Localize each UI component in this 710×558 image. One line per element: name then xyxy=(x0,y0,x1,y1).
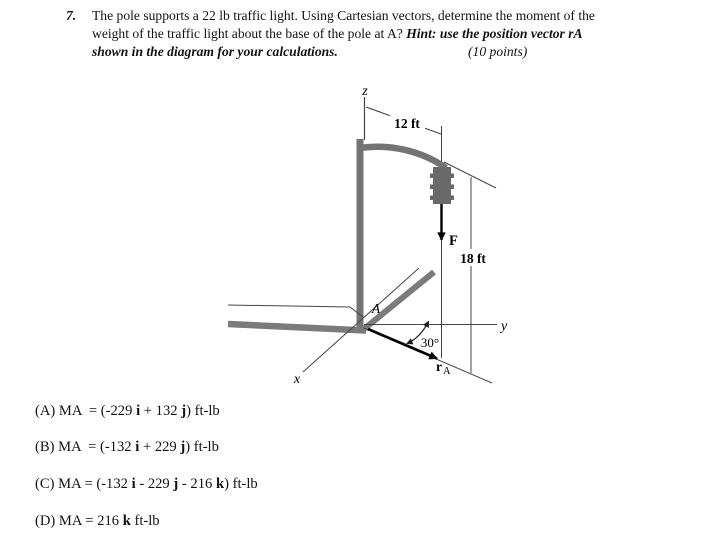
curb-line xyxy=(228,305,363,317)
traffic-light-tab xyxy=(430,174,433,179)
points-label: (10 points) xyxy=(468,44,528,59)
force-label: F xyxy=(449,233,458,249)
height-dimension-label: 18 ft xyxy=(460,251,486,266)
point-a-label: A xyxy=(371,301,381,316)
answer-option-d: (D) MA = 216 k ft-lb xyxy=(35,513,160,529)
arm-dimension-label: 12 ft xyxy=(394,116,420,131)
answer-option-b: (B) MA = (-132 i + 229 j) ft-lb xyxy=(35,439,219,455)
ra-vector-label: r xyxy=(436,359,442,374)
traffic-light-tab xyxy=(430,185,433,190)
traffic-light-tab xyxy=(451,196,454,201)
traffic-light-tab xyxy=(451,174,454,179)
pole-arm xyxy=(359,147,446,168)
answer-option-c: (C) MA = (-132 i - 229 j - 216 k) ft-lb xyxy=(35,476,258,492)
z-axis-label: z xyxy=(362,84,368,99)
ra-vector-subscript: A xyxy=(443,366,451,377)
question-hint-part-1: Hint: use the position vector rA xyxy=(406,26,583,41)
x-axis-label: x xyxy=(293,372,301,387)
answer-option-a: (A) MA = (-229 i + 132 j) ft-lb xyxy=(35,403,220,419)
y-axis-label: y xyxy=(501,319,508,334)
question-line-2-normal: weight of the traffic light about the base of the pole at A? xyxy=(92,26,407,41)
road-edge-left xyxy=(228,324,366,331)
pole xyxy=(357,139,364,331)
question-hint-part-2: shown in the diagram for your calculations. xyxy=(92,44,338,59)
traffic-light-tab xyxy=(451,185,454,190)
question-number: 7. xyxy=(66,8,77,23)
traffic-light xyxy=(433,167,451,204)
traffic-light-tab xyxy=(430,196,433,201)
angle-label: 30° xyxy=(420,335,440,350)
question-line-1: The pole supports a 22 lb traffic light. Using Cartesian vectors, determine the moment of the xyxy=(92,8,595,23)
